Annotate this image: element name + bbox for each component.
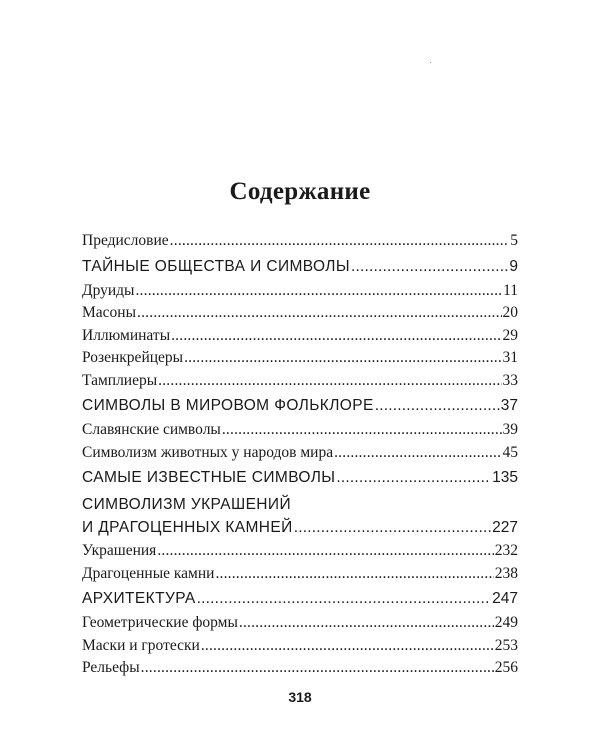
toc-entry-page: 9 xyxy=(509,257,518,275)
toc-entry-reliefs[interactable] xyxy=(82,657,518,680)
toc-entry-templars[interactable] xyxy=(82,370,518,393)
table-of-contents xyxy=(82,230,518,680)
dot-leader xyxy=(336,464,491,491)
toc-entry-label: Розенкрейцеры xyxy=(82,349,184,366)
toc-entry-rosicrucians[interactable] xyxy=(82,347,518,370)
toc-entry-page: 232 xyxy=(494,542,518,559)
toc-entry-animal-symbolism[interactable] xyxy=(82,442,518,465)
dot-leader xyxy=(141,657,494,680)
toc-entry-page: 135 xyxy=(492,469,518,486)
toc-section-label: САМЫЕ ИЗВЕСТНЫЕ СИМВОЛЫ xyxy=(82,469,336,486)
toc-section-label: ТАЙНЫЕ ОБЩЕСТВА И СИМВОЛЫ xyxy=(82,257,350,275)
dot-leader xyxy=(222,419,502,442)
toc-entry-masks-grotesques[interactable] xyxy=(82,635,518,658)
toc-entry-label: Масоны xyxy=(82,304,137,321)
toc-entry-page: 29 xyxy=(502,326,518,344)
dot-leader xyxy=(351,253,508,280)
toc-section-label: И ДРАГОЦЕННЫХ КАМНЕЙ xyxy=(82,519,293,536)
toc-entry-label: Иллюминаты xyxy=(82,326,171,344)
dot-leader xyxy=(170,230,510,253)
dot-leader xyxy=(135,280,502,303)
toc-entry-label: Тамплиеры xyxy=(82,371,158,389)
toc-entry-page: 37 xyxy=(500,397,518,414)
paper-speck xyxy=(430,62,431,63)
toc-entry-geometric-forms[interactable] xyxy=(82,612,518,635)
toc-entry-page: 227 xyxy=(492,519,518,536)
toc-entry-page: 45 xyxy=(502,443,518,461)
toc-entry-page: 5 xyxy=(510,232,518,249)
dot-leader xyxy=(171,325,501,348)
toc-entry-label: Драгоценные камни xyxy=(82,564,215,582)
toc-entry-jewelry[interactable] xyxy=(82,540,518,563)
toc-entry-label: Славянские символы xyxy=(82,421,221,438)
toc-section-jewelry-gems[interactable] xyxy=(82,516,518,540)
toc-entry-label: Предисловие xyxy=(82,232,169,249)
toc-section-famous-symbols[interactable] xyxy=(82,464,518,491)
dot-leader xyxy=(184,347,501,370)
dot-leader xyxy=(157,540,493,563)
toc-entry-page: 39 xyxy=(502,421,518,438)
page-number: 318 xyxy=(288,689,312,705)
toc-entry-slavic-symbols[interactable] xyxy=(82,419,518,442)
toc-entry-page: 256 xyxy=(494,659,518,676)
toc-section-label-line1[interactable]: СИМВОЛИЗМ УКРАШЕНИЙ xyxy=(82,496,291,513)
toc-entry-masons[interactable] xyxy=(82,302,518,325)
toc-entry-page: 238 xyxy=(494,564,518,582)
page-title: Содержание xyxy=(229,178,371,205)
toc-entry-page: 253 xyxy=(494,636,518,654)
toc-entry-page: 33 xyxy=(502,371,518,389)
toc-entry-page: 11 xyxy=(503,281,518,299)
toc-entry-gems[interactable] xyxy=(82,563,518,586)
dot-leader xyxy=(201,635,494,658)
dot-leader xyxy=(375,392,500,419)
toc-entry-druids[interactable] xyxy=(82,280,518,303)
toc-section-world-folklore[interactable] xyxy=(82,392,518,419)
dot-leader xyxy=(215,563,493,586)
toc-section-secret-societies[interactable] xyxy=(82,253,518,280)
toc-entry-label: Украшения xyxy=(82,542,157,559)
toc-entry-predislovie[interactable] xyxy=(82,230,518,253)
dot-leader xyxy=(137,302,501,325)
dot-leader xyxy=(158,370,501,393)
toc-entry-page: 20 xyxy=(502,304,518,321)
toc-section-label: СИМВОЛЫ В МИРОВОМ ФОЛЬКЛОРЕ xyxy=(82,397,374,414)
toc-entry-label: Маски и гротески xyxy=(82,636,200,654)
toc-entry-page: 247 xyxy=(492,590,518,607)
toc-entry-label: Символизм животных у народов мира xyxy=(82,443,334,461)
dot-leader xyxy=(239,612,494,635)
toc-entry-label: Геометрические формы xyxy=(82,614,238,631)
toc-entry-page: 31 xyxy=(502,349,518,366)
toc-section-architecture[interactable] xyxy=(82,585,518,612)
toc-section-label: АРХИТЕКТУРА xyxy=(82,590,196,607)
toc-entry-illuminati[interactable] xyxy=(82,325,518,348)
toc-entry-label: Рельефы xyxy=(82,659,140,676)
dot-leader xyxy=(197,585,491,612)
dot-leader xyxy=(334,442,501,465)
toc-entry-label: Друиды xyxy=(82,281,135,299)
dot-leader xyxy=(294,516,491,540)
toc-entry-page: 249 xyxy=(494,614,518,631)
